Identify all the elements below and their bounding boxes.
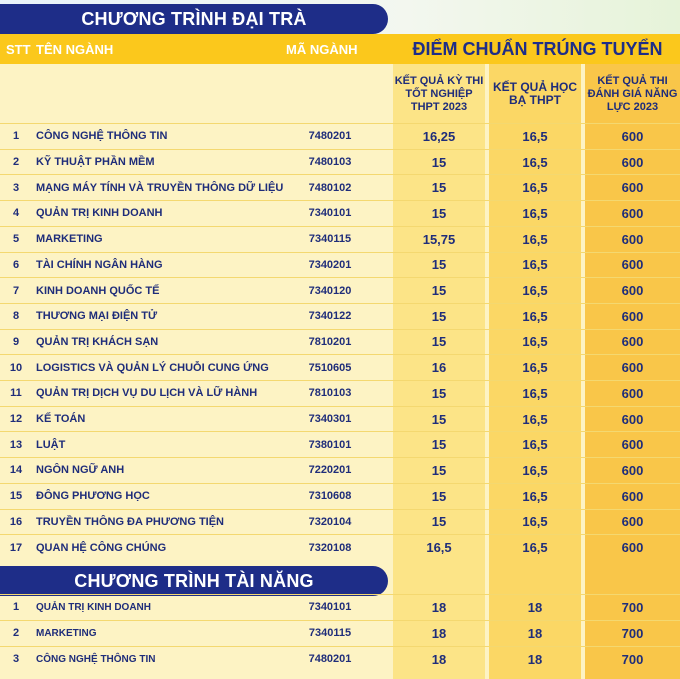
row-major-code: 7220201 (308, 464, 352, 477)
table-row (0, 457, 680, 483)
row-transcript-score: 18 (527, 625, 543, 641)
row-exam-score: 15 (431, 411, 447, 427)
table-row (0, 149, 680, 175)
row-exam-score: 15 (431, 488, 447, 504)
row-major-code: 7340120 (308, 284, 352, 297)
row-major-name: MARKETING (36, 627, 97, 639)
row-stt: 8 (12, 310, 20, 323)
row-exam-score: 15 (431, 257, 447, 273)
row-aptitude-score: 600 (621, 411, 644, 427)
row-stt: 3 (12, 181, 20, 194)
row-transcript-score: 16,5 (522, 180, 548, 196)
row-major-name: KINH DOANH QUỐC TẾ (36, 284, 160, 297)
table-row (0, 483, 680, 509)
row-aptitude-score: 600 (621, 231, 644, 247)
row-major-code: 7320108 (308, 541, 352, 554)
row-aptitude-score: 600 (621, 257, 644, 273)
row-aptitude-score: 600 (621, 205, 644, 221)
row-transcript-score: 16,5 (522, 334, 548, 350)
row-stt: 6 (12, 258, 20, 271)
row-transcript-score: 16,5 (522, 360, 548, 376)
row-stt: 1 (12, 601, 20, 614)
row-major-name: QUAN HỆ CÔNG CHÚNG (36, 541, 167, 554)
row-exam-score: 15 (431, 514, 447, 530)
row-transcript-score: 16,5 (522, 205, 548, 221)
row-major-code: 7340201 (308, 258, 352, 271)
row-major-code: 7320104 (308, 515, 352, 528)
row-exam-score: 16 (431, 360, 447, 376)
row-stt: 17 (9, 541, 23, 554)
table-row (0, 354, 680, 380)
row-major-code: 7340115 (308, 233, 352, 246)
row-exam-score: 15 (431, 334, 447, 350)
row-exam-score: 18 (431, 599, 447, 615)
row-stt: 2 (12, 627, 20, 640)
regular-program-banner: CHƯƠNG TRÌNH ĐẠI TRÀ (0, 4, 388, 34)
header-code: MÃ NGÀNH (286, 41, 358, 57)
row-major-name: CÔNG NGHỆ THÔNG TIN (36, 653, 156, 665)
row-exam-score: 16,25 (422, 128, 456, 144)
row-major-name: QUẢN TRỊ KINH DOANH (36, 601, 151, 613)
row-stt: 13 (9, 438, 23, 451)
row-major-name: MẠNG MÁY TÍNH VÀ TRUYỀN THÔNG DỮ LIỆU (36, 181, 284, 194)
row-aptitude-score: 600 (621, 540, 644, 556)
sub-header-transcript: KẾT QUẢ HỌC BẠ THPT (493, 80, 577, 107)
table-row (0, 406, 680, 432)
row-exam-score: 15 (431, 283, 447, 299)
row-transcript-score: 16,5 (522, 385, 548, 401)
row-exam-score: 15 (431, 437, 447, 453)
row-exam-score: 15 (431, 205, 447, 221)
row-transcript-score: 16,5 (522, 154, 548, 170)
row-major-name: LOGISTICS VÀ QUẢN LÝ CHUỖI CUNG ỨNG (36, 361, 269, 374)
row-major-code: 7340101 (308, 207, 352, 220)
sub-header-exam: KẾT QUẢ KỲ THI TỐT NGHIỆP THPT 2023 (394, 74, 484, 113)
row-exam-score: 15,75 (422, 231, 456, 247)
sub-header-aptitude: KẾT QUẢ THI ĐÁNH GIÁ NĂNG LỰC 2023 (587, 74, 678, 113)
row-major-code: 7510605 (308, 361, 352, 374)
row-exam-score: 15 (431, 180, 447, 196)
row-transcript-score: 16,5 (522, 514, 548, 530)
row-aptitude-score: 600 (621, 488, 644, 504)
row-aptitude-score: 700 (621, 651, 644, 667)
row-stt: 16 (9, 515, 23, 528)
row-exam-score: 15 (431, 154, 447, 170)
row-stt: 12 (9, 413, 23, 426)
table-row (0, 200, 680, 226)
row-major-name: QUẢN TRỊ KHÁCH SẠN (36, 335, 159, 348)
header-score-title: ĐIỂM CHUẨN TRÚNG TUYỂN (412, 38, 663, 59)
row-stt: 3 (12, 653, 20, 666)
row-aptitude-score: 600 (621, 308, 644, 324)
row-major-name: CÔNG NGHỆ THÔNG TIN (36, 130, 168, 143)
row-major-code: 7340122 (308, 310, 352, 323)
row-transcript-score: 16,5 (522, 488, 548, 504)
row-aptitude-score: 600 (621, 360, 644, 376)
talent-program-banner: CHƯƠNG TRÌNH TÀI NĂNG (0, 566, 388, 596)
row-transcript-score: 16,5 (522, 283, 548, 299)
table-row (0, 303, 680, 329)
row-aptitude-score: 600 (621, 462, 644, 478)
table-row (0, 174, 680, 200)
row-major-code: 7810103 (308, 387, 352, 400)
table-row (0, 594, 680, 620)
row-aptitude-score: 600 (621, 334, 644, 350)
row-major-code: 7340101 (308, 601, 352, 614)
row-stt: 11 (10, 387, 22, 400)
row-major-name: QUẢN TRỊ KINH DOANH (36, 207, 163, 220)
row-transcript-score: 16,5 (522, 128, 548, 144)
row-stt: 4 (12, 207, 20, 220)
row-major-name: THƯƠNG MẠI ĐIỆN TỬ (36, 310, 158, 323)
row-aptitude-score: 600 (621, 180, 644, 196)
row-stt: 9 (12, 335, 20, 348)
row-stt: 15 (9, 490, 23, 503)
row-aptitude-score: 600 (621, 514, 644, 530)
row-transcript-score: 16,5 (522, 462, 548, 478)
row-aptitude-score: 700 (621, 625, 644, 641)
row-major-code: 7340301 (308, 413, 352, 426)
table-row (0, 534, 680, 560)
row-major-name: QUẢN TRỊ DỊCH VỤ DU LỊCH VÀ LỮ HÀNH (36, 387, 258, 400)
header-stt: STT (6, 41, 31, 57)
table-row (0, 431, 680, 457)
row-major-code: 7480103 (308, 156, 352, 169)
header-name: TÊN NGÀNH (36, 41, 114, 57)
row-aptitude-score: 600 (621, 385, 644, 401)
table-row (0, 380, 680, 406)
row-transcript-score: 18 (527, 599, 543, 615)
row-exam-score: 18 (431, 651, 447, 667)
row-major-code: 7480102 (308, 181, 352, 194)
table-row (0, 620, 680, 646)
table-row (0, 123, 680, 149)
row-major-code: 7310608 (308, 490, 352, 503)
row-exam-score: 15 (431, 385, 447, 401)
row-stt: 7 (12, 284, 20, 297)
row-major-code: 7480201 (308, 653, 352, 666)
table-row (0, 277, 680, 303)
table-row (0, 509, 680, 535)
row-transcript-score: 16,5 (522, 231, 548, 247)
row-major-code: 7480201 (308, 130, 352, 143)
row-stt: 2 (12, 156, 20, 169)
row-aptitude-score: 600 (621, 128, 644, 144)
row-exam-score: 15 (431, 462, 447, 478)
row-aptitude-score: 600 (621, 437, 644, 453)
table-row (0, 646, 680, 672)
row-major-name: NGÔN NGỮ ANH (36, 464, 125, 477)
table-row (0, 226, 680, 252)
table-row (0, 329, 680, 355)
row-transcript-score: 16,5 (522, 540, 548, 556)
row-major-name: TRUYỀN THÔNG ĐA PHƯƠNG TIỆN (36, 515, 224, 528)
row-stt: 1 (12, 130, 20, 143)
row-exam-score: 16,5 (426, 540, 452, 556)
row-major-name: TÀI CHÍNH NGÂN HÀNG (36, 258, 163, 271)
row-major-name: ĐÔNG PHƯƠNG HỌC (36, 490, 150, 503)
row-transcript-score: 16,5 (522, 257, 548, 273)
row-major-name: KẾ TOÁN (36, 413, 86, 426)
row-transcript-score: 16,5 (522, 411, 548, 427)
row-stt: 5 (12, 233, 20, 246)
row-stt: 10 (9, 361, 23, 374)
row-aptitude-score: 600 (621, 283, 644, 299)
row-exam-score: 15 (431, 308, 447, 324)
row-aptitude-score: 600 (621, 154, 644, 170)
row-major-code: 7340115 (308, 627, 352, 640)
row-exam-score: 18 (431, 625, 447, 641)
row-transcript-score: 16,5 (522, 308, 548, 324)
row-major-code: 7380101 (308, 438, 352, 451)
row-major-name: LUẬT (36, 438, 66, 451)
table-row (0, 252, 680, 278)
row-transcript-score: 18 (527, 651, 543, 667)
row-major-code: 7810201 (308, 335, 352, 348)
row-major-name: KỸ THUẬT PHẦN MỀM (36, 156, 155, 169)
row-aptitude-score: 700 (621, 599, 644, 615)
row-transcript-score: 16,5 (522, 437, 548, 453)
row-major-name: MARKETING (36, 233, 103, 246)
row-stt: 14 (9, 464, 23, 477)
